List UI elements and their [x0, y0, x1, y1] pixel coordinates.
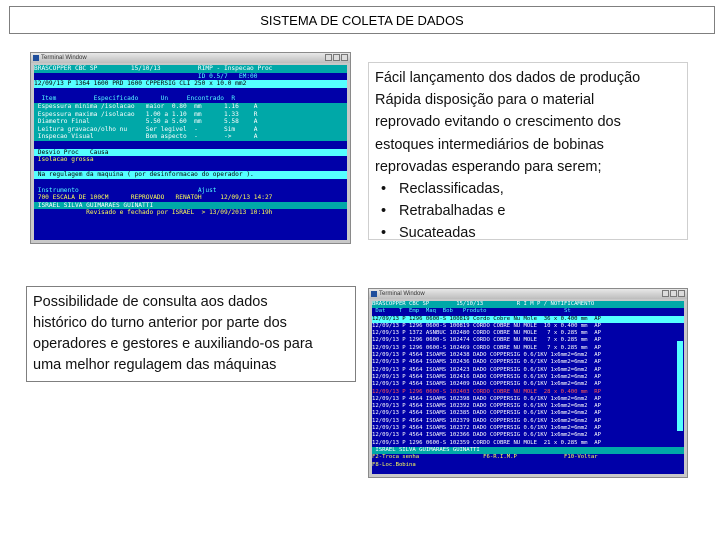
- terminal-header-line: BRASCOPPER CBC SP 15/10/13 RIMP - Inspecao Proc: [34, 65, 347, 73]
- history-row[interactable]: 12/09/13 P 4564 ISOAMS 102379 DADO COPPERSIG 0.6/1KV 1x6mm2=6mm2 AP: [372, 417, 602, 424]
- cause-description[interactable]: Na regulagem da maquina ( por desinformacao do operador ).: [34, 171, 347, 179]
- history-row[interactable]: 12/09/13 P 4564 ISOAMS 102385 DADO COPPERSIG 0.6/1KV 1x6mm2=6mm2 AP: [372, 410, 602, 417]
- bullet-list: [375, 178, 681, 245]
- history-row[interactable]: 12/09/13 P 1296 0600-S 102474 CORDO COBRE NU MOLE 7 x 0.285 mm AP: [372, 337, 602, 344]
- inspection-table-header: Item Especificado Un Encontrado R: [34, 95, 236, 103]
- instrument-header: Instrumento Ajust: [34, 186, 217, 194]
- history-row[interactable]: 12/09/13 P 4564 ISOAMS 102423 DADO COPPERSIG 0.6/1KV 1x6mm2=6mm2 AP: [372, 366, 602, 373]
- terminal-line: [34, 88, 347, 96]
- maximize-icon[interactable]: [670, 290, 677, 297]
- terminal-line: [34, 141, 347, 149]
- bullet-item: • Retrabalhadas e: [375, 200, 681, 222]
- history-row[interactable]: 12/09/13 P 4564 ISOAMS 102392 DADO COPPERSIG 0.6/1KV 1x6mm2=6mm2 AP: [372, 403, 602, 410]
- terminal-window-inspection[interactable]: [30, 52, 351, 244]
- terminal-record-line: 12/09/13 P 1364 1600 PRD 1600 CPPERSIG CLI 250 x 10.0 mm2: [34, 80, 347, 88]
- window-title: Terminal Window: [379, 291, 425, 297]
- history-row[interactable]: 12/09/13 P 4564 ISOAMS 102416 DADO COPPERSIG 0.6/1KV 1x6mm2=6mm2 AP: [372, 373, 602, 380]
- history-row[interactable]: 12/09/13 P 4564 ISOAMS 102409 DADO COPPERSIG 0.6/1KV 1x6mm2=6mm2 AP: [372, 381, 602, 388]
- history-row[interactable]: 12/09/13 P 4564 ISOAMS 102438 DADO COPPERSIG 0.6/1KV 1x6mm2=6mm2 AP: [372, 352, 602, 359]
- terminal-screen[interactable]: [34, 65, 347, 240]
- terminal-line: [34, 179, 347, 187]
- inspection-row[interactable]: Diametro Final 5.50 a 5.60 mm 5.58 A: [34, 118, 347, 126]
- description-line: histórico do turno anterior por parte dos: [33, 315, 287, 331]
- inspection-row[interactable]: Leitura gravacao/olho nu Ser legivel - Sim A: [34, 126, 347, 134]
- function-keys-line[interactable]: F8-Loc.Bobina: [372, 461, 416, 468]
- history-row[interactable]: 12/09/13 P 4564 ISOAMS 102366 DADO COPPERSIG 0.6/1KV 1x6mm2=6mm2 AP: [372, 432, 602, 439]
- history-row[interactable]: 12/09/13 P 1296 0600-S 100819 CORDO COBRE NU MOLE 10 x 0.400 mm AP: [372, 322, 602, 329]
- close-icon[interactable]: [678, 290, 685, 297]
- minimize-icon[interactable]: [662, 290, 669, 297]
- inspection-row[interactable]: Espessura minima /isolacao maior 0.80 mm 1.16 A: [34, 103, 347, 111]
- description-box-left: [26, 286, 356, 382]
- history-row[interactable]: 12/09/13 P 1296 0600-S 102359 CORDO COBRE NU MOLE 21 x 0.285 mm AP: [372, 439, 602, 446]
- history-row[interactable]: 12/09/13 P 4564 ISOAMS 102372 DADO COPPERSIG 0.6/1KV 1x6mm2=6mm2 AP: [372, 425, 602, 432]
- operator-name-bar: ISRAEL SILVA GUIMARAES GUINATTI: [372, 447, 684, 454]
- description-line: operadores e gestores e auxiliando-os para: [33, 336, 313, 352]
- maximize-icon[interactable]: [333, 54, 340, 61]
- bullet-item: • Reclassificadas,: [375, 178, 681, 200]
- scrollbar[interactable]: [677, 341, 683, 431]
- terminal-screen[interactable]: [372, 301, 684, 474]
- window-titlebar[interactable]: [31, 53, 350, 63]
- history-table-header: Dat T Emp Maq Bob Produto St: [372, 308, 571, 315]
- description-line: estoques intermediários de bobinas: [375, 136, 604, 153]
- description-line: reprovadas esperando para serem;: [375, 158, 602, 175]
- terminal-window-history[interactable]: [368, 288, 688, 478]
- bullet-item: • Sucateadas: [375, 222, 681, 244]
- terminal-line: [34, 164, 347, 172]
- description-line: Possibilidade de consulta aos dados: [33, 294, 268, 310]
- slide-title: SISTEMA DE COLETA DE DADOS: [260, 12, 464, 28]
- history-row[interactable]: 12/09/13 P 1372 ASNBUC 102480 CORDO COBRE NU MOLE 7 x 0.285 mm AP: [372, 330, 602, 337]
- description-box-right: [368, 62, 688, 240]
- app-icon: [371, 291, 377, 297]
- inspection-row[interactable]: Inspecao Visual Bom aspecto - -> A: [34, 133, 347, 141]
- window-titlebar[interactable]: [369, 289, 687, 299]
- operator-name-bar: ISRAEL SILVA GUIMARAES GUINATTI: [34, 202, 347, 210]
- instrument-row[interactable]: 700 ESCALA DE 100CM REPROVADO RENATOH 12/09/13 14:27: [34, 194, 273, 202]
- description-line: reprovado evitando o crescimento dos: [375, 114, 621, 131]
- review-status-line: Revisado e fechado por ISRAEL > 13/09/2013 10:19h: [34, 209, 273, 217]
- description-line: Rápida disposição para o material: [375, 92, 595, 109]
- deviation-value[interactable]: Isolacao grossa: [34, 156, 94, 164]
- terminal-line: ID 0.5/7 EM:00: [34, 72, 258, 80]
- inspection-row[interactable]: Espessura maxima /isolacao 1.00 a 1.10 mm 1.33 R: [34, 111, 347, 119]
- history-row[interactable]: 12/09/13 P 1296 0600-S 102469 CORDO COBRE NU MOLE 7 x 0.285 mm AP: [372, 344, 602, 351]
- description-line: uma melhor regulagem das máquinas: [33, 357, 277, 373]
- deviation-header: Desvio Proc Causa: [34, 149, 347, 157]
- terminal-header-line: BRASCOPPER CBC SP 15/10/13 R I M P / NOTIFICAMENTO: [372, 301, 684, 308]
- app-icon: [33, 55, 39, 61]
- slide-title-box: [9, 6, 715, 34]
- close-icon[interactable]: [341, 54, 348, 61]
- window-title: Terminal Window: [41, 55, 87, 61]
- description-line: Fácil lançamento dos dados de produção: [375, 70, 641, 86]
- history-row[interactable]: 12/09/13 P 4564 ISOAMS 102398 DADO COPPERSIG 0.6/1KV 1x6mm2=6mm2 AP: [372, 395, 602, 402]
- minimize-icon[interactable]: [325, 54, 332, 61]
- history-row-selected[interactable]: 12/09/13 P 1296 0600-S 100819 Cordo Cobre Nu Mole 36 x 0.400 mm AP: [372, 316, 684, 323]
- history-row-rejected[interactable]: 12/09/13 P 1296 0600-S 102403 CORDO COBRE NU MOLE 28 x 0.400 mm RP: [372, 388, 602, 395]
- function-keys-line[interactable]: F2-Troca senha F6-R.I.M.P F10-Voltar: [372, 454, 598, 461]
- history-row[interactable]: 12/09/13 P 4564 ISOAMS 102436 DADO COPPERSIG 0.6/1KV 1x6mm2=6mm2 AP: [372, 359, 602, 366]
